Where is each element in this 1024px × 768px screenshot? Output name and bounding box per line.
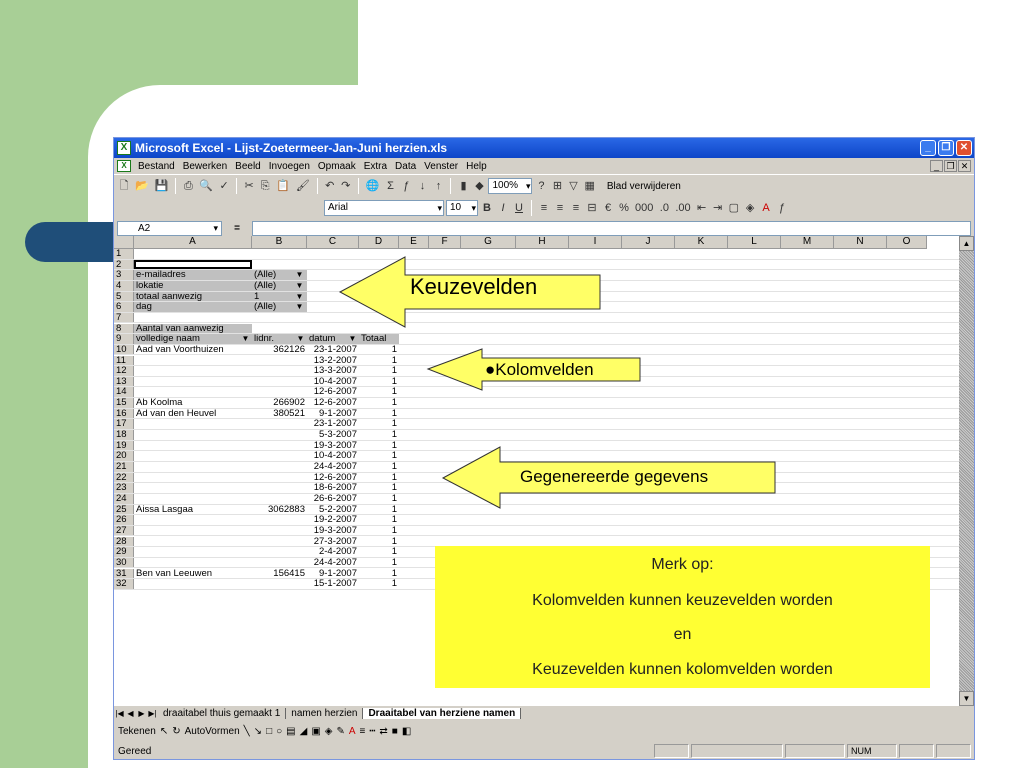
bold-icon[interactable]: B — [483, 202, 491, 214]
preview-icon[interactable]: 🔍 — [199, 180, 214, 192]
cell-d[interactable]: 1 — [391, 493, 397, 504]
row-header[interactable]: 11 — [114, 356, 134, 366]
row-header[interactable]: 9 — [114, 334, 134, 344]
row-header[interactable]: 8 — [114, 324, 134, 334]
row-header[interactable]: 29 — [114, 547, 134, 557]
font-color-draw-icon[interactable]: A — [348, 725, 356, 737]
row-header[interactable]: 16 — [114, 409, 134, 419]
sheet-tab-2[interactable]: namen herzien — [286, 708, 363, 719]
cell-a[interactable]: lokatie — [134, 281, 252, 291]
cell-d[interactable]: 1 — [391, 408, 397, 419]
rectangle-icon[interactable]: □ — [266, 725, 273, 737]
cell-d[interactable]: 1 — [391, 504, 397, 515]
page-field-dropdown-icon[interactable]: ▼ — [295, 280, 304, 290]
arrow-style-icon[interactable]: ⇄ — [379, 725, 388, 737]
function-icon-2[interactable]: ƒ — [779, 202, 786, 214]
row-header[interactable]: 27 — [114, 526, 134, 536]
filter-icon[interactable]: ▽ — [569, 180, 578, 192]
column-header[interactable]: H — [516, 236, 569, 249]
scroll-down-icon[interactable]: ▼ — [959, 691, 974, 706]
merge-icon[interactable]: ⊟ — [587, 202, 597, 214]
table-row — [114, 430, 959, 441]
paste-icon[interactable]: 📋 — [276, 180, 290, 192]
column-header[interactable]: G — [461, 236, 516, 249]
scroll-up-icon[interactable]: ▲ — [959, 236, 974, 251]
cell-d[interactable]: 1 — [391, 387, 397, 398]
cell-a[interactable]: volledige naam — [134, 334, 252, 344]
cell-c[interactable]: 23-1-2007 — [313, 344, 357, 355]
drawing-icon[interactable]: ◆ — [475, 180, 484, 192]
maximize-button[interactable]: ❐ — [938, 140, 954, 156]
row-header[interactable]: 5 — [114, 292, 134, 302]
drawing-toolbar — [114, 721, 974, 741]
row-header[interactable]: 4 — [114, 281, 134, 291]
percent-icon[interactable]: % — [619, 202, 629, 214]
cell-c[interactable]: 15-1-2007 — [313, 579, 357, 589]
cell-c[interactable]: 27-3-2007 — [313, 536, 357, 547]
table-row — [114, 409, 959, 420]
cell-c[interactable]: 19-3-2007 — [313, 525, 357, 536]
undo-icon[interactable]: ↶ — [325, 180, 335, 192]
window-title: Microsoft Excel - Lijst-Zoetermeer-Jan-Juni herzien.xls — [135, 141, 448, 155]
cell-b[interactable]: lidnr. — [252, 334, 307, 344]
currency-icon[interactable]: € — [604, 202, 612, 214]
cell-d[interactable]: 1 — [391, 568, 397, 579]
column-header[interactable]: C — [307, 236, 359, 249]
spelling-icon[interactable]: ✓ — [219, 180, 229, 192]
cell-a[interactable]: Ad van den Heuvel — [136, 408, 217, 419]
callout-kolomvelden: ●Kolomvelden — [485, 360, 594, 379]
cell-d[interactable]: 1 — [391, 419, 397, 429]
cell-c[interactable]: 24-4-2007 — [313, 462, 357, 472]
fill-color-icon[interactable]: ◈ — [745, 202, 755, 214]
row-header[interactable]: 7 — [114, 313, 134, 323]
print-icon[interactable]: ⎙ — [184, 180, 193, 192]
cell-d[interactable]: 1 — [391, 547, 397, 557]
note-line-4: Keuzevelden kunnen kolomvelden worden — [532, 661, 833, 678]
callout-keuzevelden: Keuzevelden — [410, 274, 538, 299]
excel-icon: X — [117, 141, 131, 155]
cell-a[interactable]: Aad van Voorthuizen — [136, 344, 224, 355]
row-header[interactable]: 6 — [114, 302, 134, 312]
table-row — [114, 515, 959, 526]
cell-d[interactable]: 1 — [391, 451, 397, 461]
align-left-icon[interactable]: ≡ — [540, 202, 548, 214]
cell-a[interactable]: Aissa Lasgaa — [136, 504, 194, 515]
row-header[interactable]: 12 — [114, 366, 134, 376]
standard-toolbar — [114, 176, 974, 196]
cell-c[interactable]: 12-6-2007 — [313, 387, 357, 398]
note-box — [435, 546, 930, 688]
row-header[interactable]: 13 — [114, 377, 134, 387]
italic-icon[interactable]: I — [501, 202, 505, 214]
cell-d[interactable]: 1 — [391, 525, 397, 536]
autosum-icon[interactable]: Σ — [387, 180, 394, 192]
cell-c[interactable]: 10-4-2007 — [313, 376, 357, 387]
row-header[interactable]: 21 — [114, 462, 134, 472]
column-header[interactable]: B — [252, 236, 307, 249]
zoom-select[interactable]: 100% ▾ — [488, 178, 532, 194]
cell-b[interactable]: 362126 — [273, 344, 305, 355]
new-icon[interactable]: 🗋 — [119, 180, 129, 192]
cell-a[interactable]: totaal aanwezig — [134, 292, 252, 302]
row-header[interactable]: 24 — [114, 494, 134, 504]
decimal-inc-icon[interactable]: .0 — [659, 202, 669, 214]
lidnr-dropdown-icon[interactable]: ▼ — [296, 334, 305, 344]
menu-data[interactable]: Data — [395, 160, 417, 172]
cell-c[interactable]: 5-2-2007 — [318, 504, 357, 515]
row-header[interactable]: 10 — [114, 345, 134, 355]
menu-extra[interactable]: Extra — [363, 160, 388, 172]
cell-d[interactable]: 1 — [391, 430, 397, 440]
cell-c[interactable]: 18-6-2007 — [313, 483, 357, 493]
line-icon[interactable]: ╲ — [243, 725, 250, 737]
page-field-dropdown-icon[interactable]: ▼ — [295, 291, 304, 301]
format-painter-icon[interactable]: 🖌 — [295, 180, 310, 192]
pivot-icon[interactable]: ⊞ — [552, 180, 563, 192]
sheet-tab-1[interactable]: draaitabel thuis gemaakt 1 — [158, 708, 286, 719]
formula-equals: = — [234, 222, 240, 234]
document-icon[interactable]: X — [117, 160, 131, 172]
row-header[interactable]: 15 — [114, 398, 134, 408]
formula-bar — [114, 220, 974, 236]
status-bar — [114, 742, 974, 760]
cell-d[interactable]: 1 — [391, 376, 397, 387]
cell-c[interactable]: 9-1-2007 — [318, 408, 357, 419]
cell-c[interactable]: 12-6-2007 — [313, 398, 357, 408]
textbox-icon[interactable]: ▤ — [286, 725, 296, 737]
row-header[interactable]: 14 — [114, 387, 134, 397]
sort-asc-icon[interactable]: ↓ — [419, 180, 426, 192]
cell-a[interactable]: Ab Koolma — [136, 398, 183, 408]
cell-c[interactable]: 12-6-2007 — [313, 472, 357, 483]
cell-d[interactable]: 1 — [391, 483, 397, 493]
cell-c[interactable]: 23-1-2007 — [313, 419, 357, 429]
column-header[interactable]: A — [134, 236, 252, 249]
borders-icon[interactable]: ▢ — [728, 202, 740, 214]
font-select[interactable]: Arial ▾ — [324, 200, 444, 216]
sheet-tabs — [114, 706, 974, 720]
cell-c[interactable]: 5-3-2007 — [318, 430, 357, 440]
cell-b[interactable]: (Alle) — [252, 281, 307, 291]
column-header[interactable]: O — [887, 236, 927, 249]
column-header[interactable]: D — [359, 236, 399, 249]
column-header[interactable]: J — [622, 236, 675, 249]
thousands-icon[interactable]: 000 — [635, 202, 654, 214]
minimize-button[interactable]: _ — [920, 140, 936, 156]
save-icon[interactable]: 💾 — [154, 180, 169, 192]
cell-d[interactable]: 1 — [391, 579, 397, 589]
arrow-icon[interactable]: ↘ — [253, 725, 263, 737]
table-icon[interactable]: ▦ — [584, 180, 595, 192]
underline-icon[interactable]: U — [515, 202, 523, 214]
row-header[interactable]: 30 — [114, 558, 134, 568]
wordart-icon[interactable]: ◢ — [299, 725, 308, 737]
font-size-select[interactable]: 10 ▾ — [446, 200, 478, 216]
menu-bar — [114, 158, 974, 175]
vertical-scrollbar[interactable] — [959, 236, 974, 706]
formula-input[interactable] — [252, 221, 971, 236]
cell-d[interactable]: 1 — [391, 462, 397, 472]
column-header[interactable]: I — [569, 236, 622, 249]
menu-bestand[interactable]: Bestand — [138, 160, 175, 172]
hyperlink-icon[interactable]: 🌐 — [365, 180, 380, 192]
chart-icon[interactable]: ▮ — [460, 180, 467, 192]
row-header[interactable]: 20 — [114, 451, 134, 461]
row-header[interactable]: 19 — [114, 441, 134, 451]
row-field-dropdown-icon[interactable]: ▼ — [241, 334, 250, 344]
cut-icon[interactable]: ✂ — [244, 180, 254, 192]
next-sheet-icon[interactable]: ▶ — [138, 708, 145, 718]
select-arrow-icon[interactable]: ↖ — [159, 725, 169, 737]
fill-bucket-icon[interactable]: ◈ — [324, 725, 333, 737]
column-header[interactable]: N — [834, 236, 887, 249]
column-header[interactable]: E — [399, 236, 429, 249]
cell-b[interactable]: 1 — [252, 292, 307, 302]
cell-d[interactable]: 1 — [391, 440, 397, 451]
prev-sheet-icon[interactable]: ◀ — [127, 708, 134, 718]
line-style-icon[interactable]: ≡ — [359, 725, 366, 737]
num-indicator: NUM — [847, 744, 897, 758]
cell-d[interactable]: 1 — [391, 557, 397, 568]
align-right-icon[interactable]: ≡ — [572, 202, 580, 214]
note-line-1: Merk op: — [651, 556, 714, 573]
row-header[interactable]: 28 — [114, 537, 134, 547]
cell-d[interactable]: 1 — [391, 398, 397, 408]
cell-d[interactable]: 1 — [391, 515, 397, 525]
cell-a[interactable]: Aantal van aanwezig — [134, 324, 252, 334]
doc-restore-button[interactable]: ❐ — [944, 160, 957, 172]
cell-b[interactable]: (Alle) — [252, 302, 307, 312]
column-header[interactable]: L — [728, 236, 781, 249]
cell-d[interactable]: 1 — [391, 355, 397, 366]
cell-c[interactable]: 13-3-2007 — [313, 366, 357, 376]
open-icon[interactable]: 📂 — [135, 180, 149, 192]
cell-a[interactable]: Ben van Leeuwen — [136, 568, 213, 579]
tekenen-menu[interactable]: Tekenen — [118, 725, 156, 737]
cell-a[interactable]: dag — [134, 302, 252, 312]
cell-b[interactable]: 3062883 — [268, 504, 305, 515]
cell-d[interactable]: 1 — [391, 536, 397, 547]
cell-c[interactable]: 9-1-2007 — [318, 568, 357, 579]
help-icon[interactable]: ? — [538, 180, 545, 192]
column-header[interactable]: F — [429, 236, 461, 249]
title-bar — [114, 138, 974, 158]
line-color-icon[interactable]: ✎ — [336, 725, 345, 737]
cell-c[interactable]: 24-4-2007 — [313, 557, 357, 568]
rotate-icon[interactable]: ↻ — [172, 725, 181, 737]
row-header[interactable]: 26 — [114, 515, 134, 525]
cell-d[interactable]: 1 — [391, 472, 397, 483]
redo-icon[interactable]: ↷ — [341, 180, 351, 192]
cell-c[interactable]: 2-4-2007 — [318, 547, 357, 557]
function-icon[interactable]: ƒ — [403, 180, 410, 192]
table-row — [114, 398, 959, 409]
oval-icon[interactable]: ○ — [276, 725, 283, 737]
copy-icon[interactable]: ⎘ — [260, 180, 270, 192]
row-header[interactable]: 22 — [114, 473, 134, 483]
row-header[interactable]: 17 — [114, 419, 134, 429]
last-sheet-icon[interactable]: ▶| — [148, 708, 157, 718]
cell-b[interactable]: 380521 — [273, 408, 305, 419]
row-header[interactable]: 3 — [114, 270, 134, 280]
3d-icon[interactable]: ◧ — [401, 725, 412, 737]
datum-dropdown-icon[interactable]: ▼ — [348, 334, 357, 344]
row-header[interactable]: 2 — [114, 260, 134, 270]
cell-b[interactable]: 266902 — [273, 398, 305, 408]
menu-help[interactable]: Help — [466, 160, 487, 172]
column-header[interactable]: M — [781, 236, 834, 249]
clipart-icon[interactable]: ▣ — [311, 725, 321, 737]
close-button[interactable]: ✕ — [956, 140, 972, 156]
decimal-dec-icon[interactable]: .00 — [675, 202, 691, 214]
row-header[interactable]: 31 — [114, 569, 134, 579]
cell-a[interactable]: e-mailadres — [134, 270, 252, 280]
row-header[interactable]: 1 — [114, 249, 134, 259]
page-field-dropdown-icon[interactable]: ▼ — [295, 302, 304, 312]
cell-d[interactable]: 1 — [391, 366, 397, 376]
menu-bewerken[interactable]: Bewerken — [182, 160, 228, 172]
cell-d[interactable]: Totaal — [359, 334, 399, 344]
name-box[interactable]: A2 ▾ — [117, 221, 222, 236]
blad-verwijderen-button[interactable]: Blad verwijderen — [606, 180, 681, 192]
menu-invoegen[interactable]: Invoegen — [268, 160, 310, 172]
row-header[interactable]: 18 — [114, 430, 134, 440]
cell-c[interactable]: 13-2-2007 — [313, 355, 357, 366]
autovormen-menu[interactable]: AutoVormen — [184, 725, 240, 737]
cell-c[interactable]: 26-6-2007 — [313, 493, 357, 504]
page-field-dropdown-icon[interactable]: ▼ — [295, 270, 304, 280]
menu-beeld[interactable]: Beeld — [235, 160, 261, 172]
cell-d[interactable]: 1 — [391, 344, 397, 355]
cell-c[interactable]: 10-4-2007 — [313, 451, 357, 461]
doc-close-button[interactable]: ✕ — [958, 160, 971, 172]
align-center-icon[interactable]: ≡ — [556, 202, 564, 214]
dash-style-icon[interactable]: ┅ — [369, 725, 376, 737]
doc-minimize-button[interactable]: _ — [930, 160, 943, 172]
status-text: Gereed — [118, 745, 152, 757]
menu-venster[interactable]: Venster — [424, 160, 459, 172]
row-header[interactable]: 23 — [114, 483, 134, 493]
table-row — [114, 419, 959, 430]
indent-dec-icon[interactable]: ⇤ — [697, 202, 707, 214]
shadow-icon[interactable]: ■ — [391, 725, 398, 737]
column-header[interactable]: K — [675, 236, 728, 249]
active-cell[interactable] — [134, 260, 252, 270]
cell-c[interactable]: datum — [307, 334, 359, 344]
cell-c[interactable]: 19-2-2007 — [313, 515, 357, 525]
first-sheet-icon[interactable]: |◀ — [115, 708, 124, 718]
row-header[interactable]: 25 — [114, 505, 134, 515]
table-row — [114, 334, 959, 345]
cell-b[interactable]: (Alle) — [252, 270, 307, 280]
sheet-tab-active[interactable]: Draaitabel van herziene namen — [363, 708, 521, 719]
formatting-toolbar — [114, 198, 974, 218]
cell-c[interactable]: 19-3-2007 — [313, 440, 357, 451]
table-row — [114, 526, 959, 537]
font-color-icon[interactable]: A — [762, 202, 770, 214]
indent-inc-icon[interactable]: ⇥ — [713, 202, 723, 214]
cell-b[interactable]: 156415 — [273, 568, 305, 579]
menu-opmaak[interactable]: Opmaak — [317, 160, 356, 172]
note-line-3: en — [673, 626, 692, 643]
row-header[interactable]: 32 — [114, 579, 134, 589]
note-line-2: Kolomvelden kunnen keuzevelden worden — [532, 592, 833, 609]
sort-desc-icon[interactable]: ↑ — [435, 180, 442, 192]
callout-gegenereerde-gegevens: Gegenereerde gegevens — [520, 467, 709, 486]
